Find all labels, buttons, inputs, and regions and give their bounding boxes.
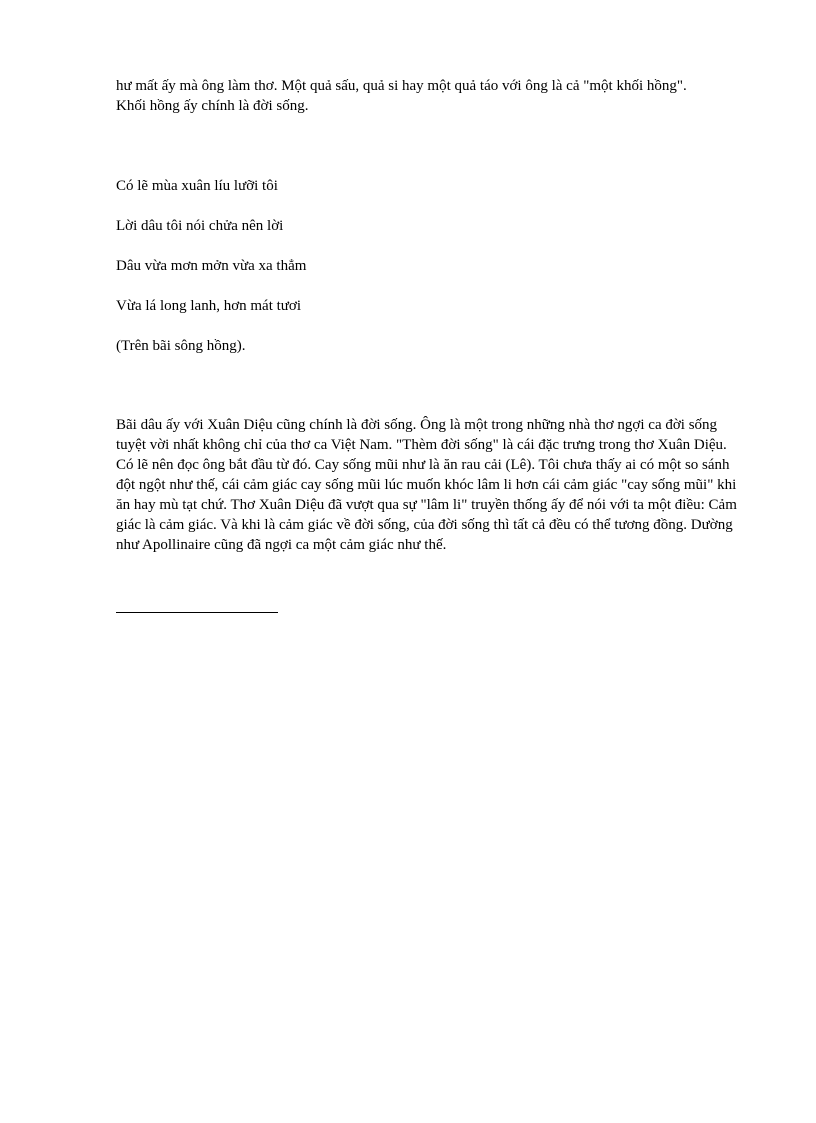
poem-source: (Trên bãi sông hồng). [116, 338, 246, 354]
poem-line-2: Lời dâu tôi nói chửa nên lời [116, 218, 284, 234]
poem-line-1: Có lẽ mùa xuân líu lưỡi tôi [116, 178, 278, 194]
poem-line-3: Dâu vừa mơn mởn vừa xa thẳm [116, 258, 307, 274]
intro-paragraph: hư mất ấy mà ông làm thơ. Một quả sấu, quả si hay một quả táo với ông là cả "một khối hồng". Khối hồng ấy chính là đời sống. [116, 78, 687, 114]
footnote-separator [116, 612, 278, 613]
poem-line-4: Vừa lá long lanh, hơn mát tươi [116, 298, 302, 314]
body-paragraph: Bãi dâu ấy với Xuân Diệu cũng chính là đời sống. Ông là một trong những nhà thơ ngợi ca đời sống tuyệt vời nhất không chỉ của thơ ca Việt Nam. "Thèm đời sống" là cái đặc trưng trong thơ Xuân Diệu. Có lẽ nên đọc ông bắt đầu từ đó. Cay sống mũi như là ăn rau cải (Lê). Tôi chưa thấy ai có một so sánh đột ngột như thế, cái cảm giác cay sống mũi lúc muốn khóc lâm li hơn cái cảm giác "cay sống mũi" khi ăn hay mù tạt chứ. Thơ Xuân Diệu đã vượt qua sự "lâm li" truyền thống ấy để nói với ta một điều: Cảm giác là cảm giác. Và khi là cảm giác về đời sống, của đời sống thì tất cả đều có thể tương đồng. Dường như Apollinaire cũng đã ngợi ca một cảm giác như thế. [116, 417, 737, 553]
